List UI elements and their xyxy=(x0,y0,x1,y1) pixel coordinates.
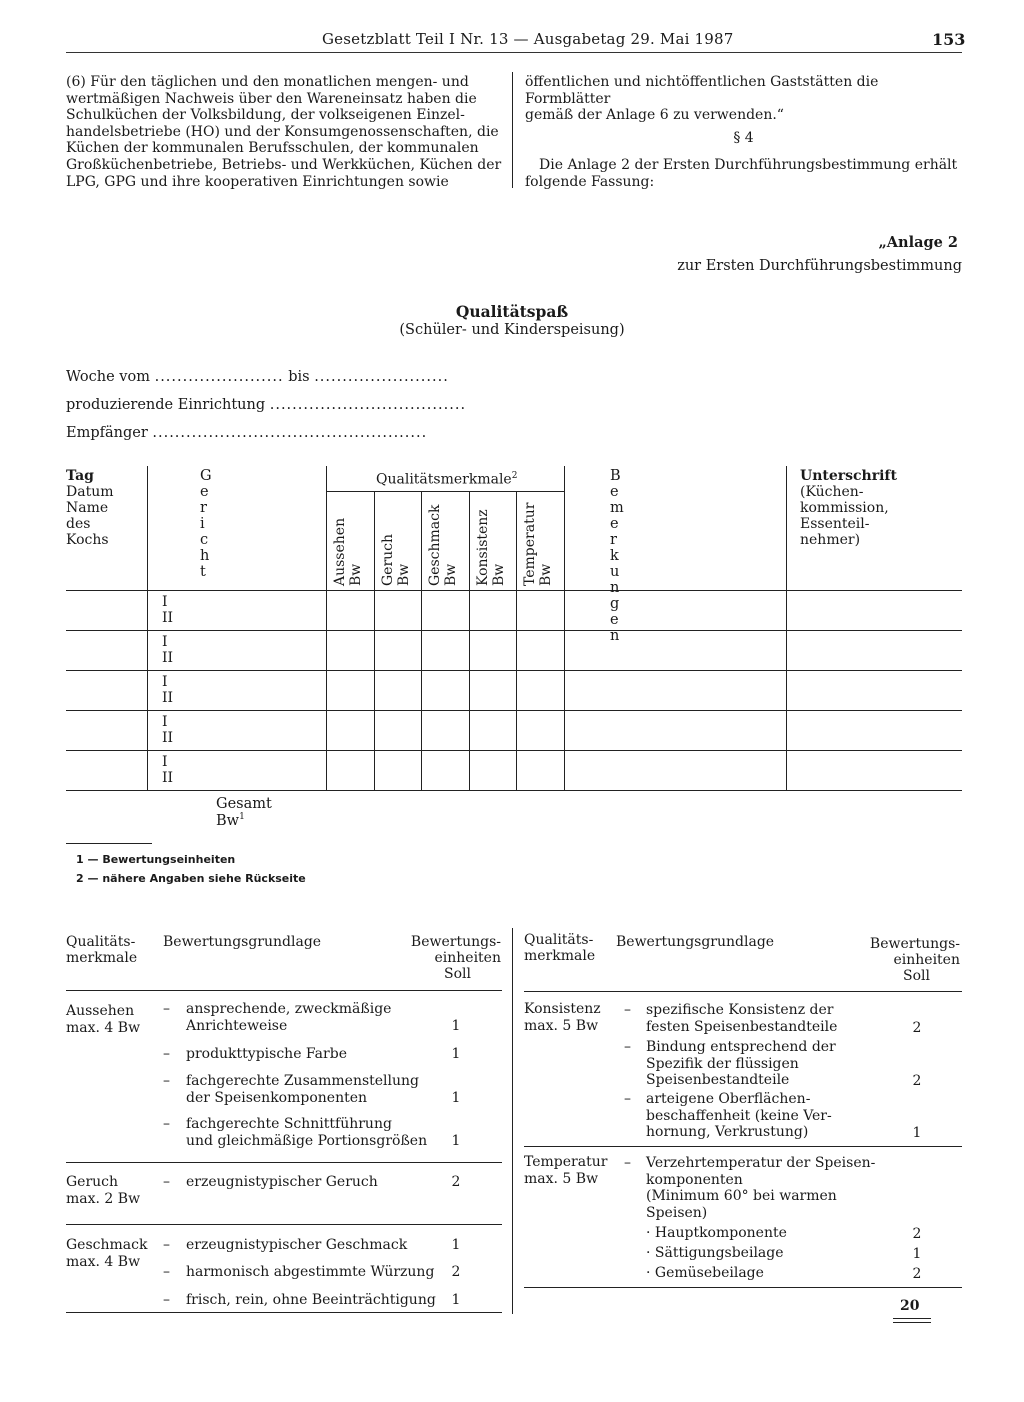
header-tag xyxy=(66,468,114,548)
table-hline xyxy=(66,630,962,631)
producer-field xyxy=(66,397,466,413)
criteria-header-line: einheiten xyxy=(434,950,501,966)
criterion-item-line: Anrichteweise xyxy=(186,1017,288,1034)
table-vline xyxy=(469,492,470,790)
header-quality xyxy=(376,468,517,488)
criterion-item-line: beschaffenheit (keine Ver- xyxy=(646,1107,832,1124)
header-quality-label: Qualitätsmerkmale xyxy=(376,471,512,488)
list-dash: – xyxy=(163,1292,170,1308)
criterion-item-line: Speisenbestandteile xyxy=(646,1072,790,1088)
anlage-subtitle: zur Ersten Durchführungsbestimmung xyxy=(677,258,962,274)
criterion-item: harmonisch abgestimmte Würzung xyxy=(186,1264,435,1280)
table-row xyxy=(162,712,173,748)
criteria-header-line: Soll xyxy=(903,968,930,984)
header-signature xyxy=(800,468,897,548)
criterion-subitem-text: Hauptkomponente xyxy=(654,1225,787,1241)
criterion-item-line: fachgerechte Zusammenstellung xyxy=(186,1073,420,1089)
total-label-text: Gesamt Bw xyxy=(216,796,272,829)
criterion-item-line: Bindung entsprechend der xyxy=(646,1039,836,1055)
criterion-intro xyxy=(646,1155,875,1221)
row-label-i: I xyxy=(162,594,168,610)
left-paragraph-line: wertmäßigen Nachweis über den Wareneinsatz haben die xyxy=(66,90,477,107)
section-title: § 4 xyxy=(733,130,754,146)
right-paragraph xyxy=(525,74,962,124)
header-konsistenz-name: Konsistenz xyxy=(475,509,491,586)
criterion-max: max. 5 Bw xyxy=(524,1017,599,1034)
table-vline xyxy=(421,492,422,790)
header-aussehen-name: Aussehen xyxy=(332,517,348,586)
table-vline xyxy=(147,466,148,790)
right-paragraph-line: gemäß der Anlage 6 zu verwenden.“ xyxy=(525,107,784,124)
criterion-max: max. 4 Bw xyxy=(66,1253,141,1270)
criterion-value: 1 xyxy=(451,1237,461,1253)
left-paragraph-line: LPG, GPG und ihre kooperativen Einrichtungen sowie xyxy=(66,173,449,190)
header-tag-line: Datum xyxy=(66,484,114,500)
criterion-subitem-text: Sättigungsbeilage xyxy=(654,1245,784,1261)
row-label-ii: II xyxy=(162,770,174,786)
criterion-intro-line: Verzehrtemperatur der Speisen- xyxy=(646,1155,876,1171)
footnote-text: — nähere Angaben siehe Rückseite xyxy=(87,872,306,885)
header-tag-line: Tag xyxy=(66,468,94,484)
criteria-left-header-einheiten xyxy=(405,934,501,982)
criterion-value: 1 xyxy=(912,1125,922,1141)
criterion-item: frisch, rein, ohne Beeinträchtigung xyxy=(186,1292,436,1308)
table-row xyxy=(162,592,173,628)
criterion-item xyxy=(646,1039,836,1089)
form-title: Qualitätspaß xyxy=(455,302,569,321)
list-dash: – xyxy=(624,1155,631,1171)
criterion-name: Geschmack xyxy=(66,1237,148,1253)
criterion-intro-line: Speisen) xyxy=(646,1204,708,1221)
criterion-value: 2 xyxy=(912,1073,922,1089)
header-signature-line: (Küchen- xyxy=(800,484,864,500)
week-field xyxy=(66,369,449,385)
left-paragraph xyxy=(66,74,502,190)
list-dash: – xyxy=(624,1039,631,1055)
row-label-ii: II xyxy=(162,690,174,706)
criteria-left-header-grundlage: Bewertungsgrundlage xyxy=(163,934,322,950)
left-paragraph-line: handelsbetriebe (HO) und der Konsumgenossenschaften, die xyxy=(66,123,499,140)
criterion-konsistenz xyxy=(524,1001,601,1034)
criterion-item-line: festen Speisenbestandteile xyxy=(646,1018,838,1035)
criterion-name: Temperatur xyxy=(524,1154,608,1170)
criterion-item: produkttypische Farbe xyxy=(186,1046,347,1062)
criterion-item: erzeugnistypischer Geschmack xyxy=(186,1237,408,1253)
section-text-line: folgende Fassung: xyxy=(525,173,655,190)
criteria-header-line: Soll xyxy=(444,966,471,982)
criterion-item xyxy=(646,1002,837,1035)
criterion-subitem-text: Gemüsebeilage xyxy=(654,1265,764,1281)
criteria-left-header-rule xyxy=(66,990,502,991)
criteria-rule xyxy=(66,1224,502,1225)
criterion-item-line: arteigene Oberflächen- xyxy=(646,1091,811,1107)
table-vline xyxy=(564,466,565,790)
header-signature-line: nehmer) xyxy=(800,532,861,548)
total-double-rule xyxy=(893,1318,931,1319)
table-vline xyxy=(326,466,327,790)
criterion-item-line: und gleichmäßige Portionsgrößen xyxy=(186,1132,428,1149)
criteria-bottom-rule xyxy=(66,1312,502,1313)
total-sum: 20 xyxy=(900,1298,920,1314)
header-geruch-unit: Bw xyxy=(396,563,412,586)
week-to-blank[interactable]: ........................ xyxy=(314,369,449,385)
criterion-value: 2 xyxy=(451,1264,461,1280)
header-geschmack-name: Geschmack xyxy=(427,504,443,586)
list-dash: – xyxy=(163,1237,170,1253)
criterion-item-line: der Speisenkomponenten xyxy=(186,1089,368,1106)
criterion-subitem: · Gemüsebeilage xyxy=(646,1265,764,1281)
table-hline xyxy=(66,670,962,671)
criterion-value: 1 xyxy=(451,1292,461,1308)
page-header xyxy=(0,30,1024,54)
table-row xyxy=(162,752,173,788)
table-row xyxy=(162,632,173,668)
criterion-max: max. 5 Bw xyxy=(524,1170,599,1187)
criterion-subitem: · Sättigungsbeilage xyxy=(646,1245,784,1261)
footnote-1 xyxy=(76,853,235,866)
criterion-item xyxy=(186,1001,391,1034)
criterion-item xyxy=(186,1116,427,1149)
header-geruch xyxy=(380,500,412,586)
criteria-bottom-rule xyxy=(524,1287,962,1288)
footnote-2 xyxy=(76,872,306,885)
table-hline xyxy=(66,710,962,711)
row-label-i: I xyxy=(162,754,168,770)
total-label xyxy=(216,796,272,829)
table-vline xyxy=(374,492,375,790)
column-divider xyxy=(512,72,513,188)
header-temperatur xyxy=(522,496,554,586)
producer-label: produzierende Einrichtung xyxy=(66,397,266,413)
recipient-label: Empfänger xyxy=(66,425,148,441)
row-label-ii: II xyxy=(162,610,174,626)
header-geschmack-unit: Bw xyxy=(443,563,459,586)
left-paragraph-line: (6) Für den täglichen und den monatlichen mengen- und xyxy=(66,74,469,90)
criterion-temperatur xyxy=(524,1154,607,1187)
page-number: 153 xyxy=(932,30,966,49)
criterion-value: 1 xyxy=(451,1133,461,1149)
criteria-header-line: Qualitäts- xyxy=(524,932,594,948)
list-dash: – xyxy=(624,1091,631,1107)
total-double-rule xyxy=(893,1322,931,1323)
header-geruch-name: Geruch xyxy=(380,533,396,586)
producer-blank[interactable]: ................................... xyxy=(269,397,467,413)
section-text-line: Die Anlage 2 der Ersten Durchführungsbestimmung erhält xyxy=(539,157,958,173)
recipient-field xyxy=(66,425,427,441)
header-temperatur-name: Temperatur xyxy=(522,502,538,586)
header-rule xyxy=(66,52,962,53)
header-remarks: B e m e r k u n g e n xyxy=(610,468,624,644)
header-temperatur-unit: Bw xyxy=(538,563,554,586)
table-vline xyxy=(516,492,517,790)
header-quality-sup: 2 xyxy=(511,471,518,481)
criterion-intro-line: (Minimum 60° bei warmen xyxy=(646,1188,837,1204)
criteria-header-line: merkmale xyxy=(524,948,596,964)
criterion-subitem: · Hauptkomponente xyxy=(646,1225,787,1241)
header-signature-line: Unterschrift xyxy=(800,468,897,484)
list-dash: – xyxy=(163,1001,170,1017)
list-dash: – xyxy=(163,1174,170,1190)
header-konsistenz xyxy=(475,500,507,586)
criterion-item xyxy=(646,1091,832,1141)
criteria-header-line: Bewertungs- xyxy=(410,934,501,950)
criterion-value: 2 xyxy=(912,1020,922,1036)
footnote-num: 1 xyxy=(76,853,84,866)
header-gericht: G e r i c h t xyxy=(200,468,212,580)
header-tag-line: Kochs xyxy=(66,532,109,548)
criterion-geruch xyxy=(66,1174,140,1207)
criterion-value: 1 xyxy=(451,1090,461,1106)
criterion-item-line: spezifische Konsistenz der xyxy=(646,1002,834,1018)
criterion-value: 1 xyxy=(912,1246,922,1262)
criteria-rule xyxy=(524,1146,962,1147)
total-label-sup: 1 xyxy=(239,812,245,822)
header-title: Gesetzblatt Teil I Nr. 13 — Ausgabetag 29. Mai 1987 xyxy=(322,30,734,48)
header-geschmack xyxy=(427,500,459,586)
criterion-max: max. 4 Bw xyxy=(66,1019,141,1036)
table-vline xyxy=(786,466,787,790)
row-label-ii: II xyxy=(162,730,174,746)
criterion-item-line: ansprechende, zweckmäßige xyxy=(186,1001,392,1017)
week-to-label: bis xyxy=(288,369,310,385)
criterion-value: 1 xyxy=(451,1018,461,1034)
criteria-header-line: merkmale xyxy=(66,950,138,966)
list-dash: – xyxy=(163,1264,170,1280)
criterion-item-line: hornung, Verkrustung) xyxy=(646,1124,809,1140)
table-hline xyxy=(66,590,962,591)
footnote-rule xyxy=(66,843,152,844)
criteria-right-header-grundlage: Bewertungsgrundlage xyxy=(616,934,775,950)
recipient-blank[interactable]: ................................................. xyxy=(152,425,428,441)
criterion-value: 1 xyxy=(451,1046,461,1062)
criteria-header-line: Qualitäts- xyxy=(66,934,136,950)
criteria-right-header-rule xyxy=(524,991,962,992)
table-hline xyxy=(66,790,962,791)
table-row xyxy=(162,672,173,708)
criterion-value: 2 xyxy=(912,1226,922,1242)
form-subtitle: (Schüler- und Kinderspeisung) xyxy=(399,322,625,338)
header-tag-line: Name des xyxy=(66,500,109,532)
row-label-i: I xyxy=(162,674,168,690)
row-label-i: I xyxy=(162,634,168,650)
criterion-aussehen xyxy=(66,1003,140,1036)
criterion-value: 2 xyxy=(912,1266,922,1282)
criterion-item: erzeugnistypischer Geruch xyxy=(186,1174,378,1190)
criteria-right-header-merkmale xyxy=(524,932,595,964)
header-aussehen-unit: Bw xyxy=(348,563,364,586)
criterion-item-line: fachgerechte Schnittführung xyxy=(186,1116,392,1132)
list-dash: – xyxy=(163,1073,170,1089)
table-hline xyxy=(326,491,564,492)
list-dash: – xyxy=(163,1116,170,1132)
header-aussehen xyxy=(332,500,364,586)
criterion-intro-line: komponenten xyxy=(646,1171,743,1188)
row-label-ii: II xyxy=(162,650,174,666)
header-konsistenz-unit: Bw xyxy=(491,563,507,586)
footnote-num: 2 xyxy=(76,872,84,885)
criteria-right-header-einheiten xyxy=(862,936,960,984)
anlage-title: „Anlage 2 xyxy=(878,234,958,251)
criterion-value: 2 xyxy=(451,1174,461,1190)
week-from-blank[interactable]: ....................... xyxy=(154,369,284,385)
criteria-header-line: Bewertungs- xyxy=(869,936,960,952)
criterion-item-line: Spezifik der flüssigen xyxy=(646,1055,799,1072)
left-paragraph-line: Schulküchen der Volksbildung, der volkseigenen Einzel- xyxy=(66,107,465,124)
table-hline xyxy=(66,750,962,751)
section-text xyxy=(525,157,962,190)
header-signature-line: kommission, xyxy=(800,500,889,516)
header-signature-line: Essenteil- xyxy=(800,516,870,532)
criterion-name: Aussehen xyxy=(66,1003,135,1019)
criteria-left-header-merkmale xyxy=(66,934,137,966)
list-dash: – xyxy=(163,1046,170,1062)
left-paragraph-line: Küchen der kommunalen Berufsschulen, der kommunalen xyxy=(66,140,479,157)
list-dash: – xyxy=(624,1002,631,1018)
week-from-label: Woche vom xyxy=(66,369,150,385)
row-label-i: I xyxy=(162,714,168,730)
criteria-rule xyxy=(66,1162,502,1163)
criterion-max: max. 2 Bw xyxy=(66,1190,141,1207)
criterion-name: Geruch xyxy=(66,1174,119,1190)
footnote-text: — Bewertungseinheiten xyxy=(87,853,236,866)
criteria-header-line: einheiten xyxy=(893,952,960,968)
criterion-item xyxy=(186,1073,419,1106)
right-paragraph-line: öffentlichen und nichtöffentlichen Gaststätten die Formblätter xyxy=(525,74,879,107)
left-paragraph-line: Großküchenbetriebe, Betriebs- und Werkküchen, Küchen der xyxy=(66,156,502,173)
criterion-geschmack xyxy=(66,1237,147,1270)
criteria-divider xyxy=(512,928,513,1314)
criterion-name: Konsistenz xyxy=(524,1001,601,1017)
